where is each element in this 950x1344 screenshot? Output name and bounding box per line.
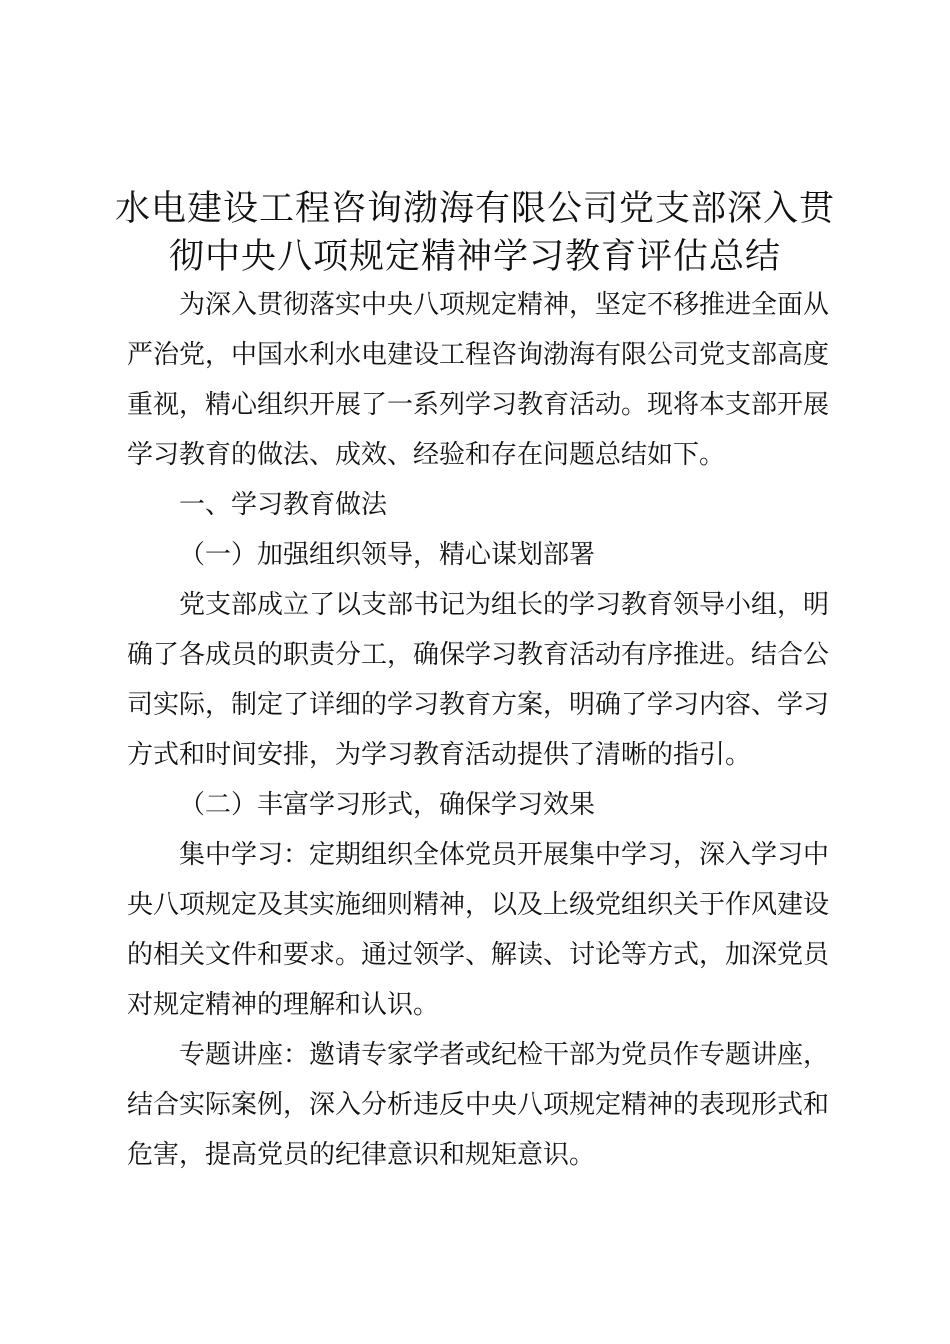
document-title-line-2: 彻中央八项规定精神学习教育评估总结: [168, 237, 781, 277]
paragraph-line: 对规定精神的理解和认识。: [127, 990, 440, 1020]
paragraph-line: 方式和时间安排，为学习教育活动提供了清晰的指引。: [127, 740, 752, 770]
paragraph-line: 专题讲座：邀请专家学者或纪检干部为党员作专题讲座，: [179, 1040, 830, 1070]
document-title-line-1: 水电建设工程咨询渤海有限公司党支部深入贯: [114, 189, 835, 229]
paragraph-line: 确了各成员的职责分工，确保学习教育活动有序推进。结合公: [127, 640, 830, 670]
paragraph-line: 严治党，中国水利水电建设工程咨询渤海有限公司党支部高度: [127, 340, 830, 370]
paragraph-line: 央八项规定及其实施细则精神，以及上级党组织关于作风建设: [127, 890, 830, 920]
paragraph-line: 学习教育的做法、成效、经验和存在问题总结如下。: [127, 440, 726, 470]
paragraph-line: 司实际，制定了详细的学习教育方案，明确了学习内容、学习: [127, 690, 830, 720]
subsection-heading: （二）丰富学习形式，确保学习效果: [179, 790, 596, 820]
section-heading: 一、学习教育做法: [179, 490, 388, 520]
paragraph-line: 为深入贯彻落实中央八项规定精神，坚定不移推进全面从: [179, 290, 830, 320]
paragraph-line: 结合实际案例，深入分析违反中央八项规定精神的表现形式和: [127, 1090, 830, 1120]
subsection-heading: （一）加强组织领导，精心谋划部署: [179, 540, 596, 570]
paragraph-line: 集中学习：定期组织全体党员开展集中学习，深入学习中: [179, 840, 830, 870]
paragraph-line: 重视，精心组织开展了一系列学习教育活动。现将本支部开展: [127, 390, 830, 420]
paragraph-line: 危害，提高党员的纪律意识和规矩意识。: [127, 1140, 596, 1170]
paragraph-line: 党支部成立了以支部书记为组长的学习教育领导小组，明: [179, 590, 830, 620]
paragraph-line: 的相关文件和要求。通过领学、解读、讨论等方式，加深党员: [127, 940, 830, 970]
